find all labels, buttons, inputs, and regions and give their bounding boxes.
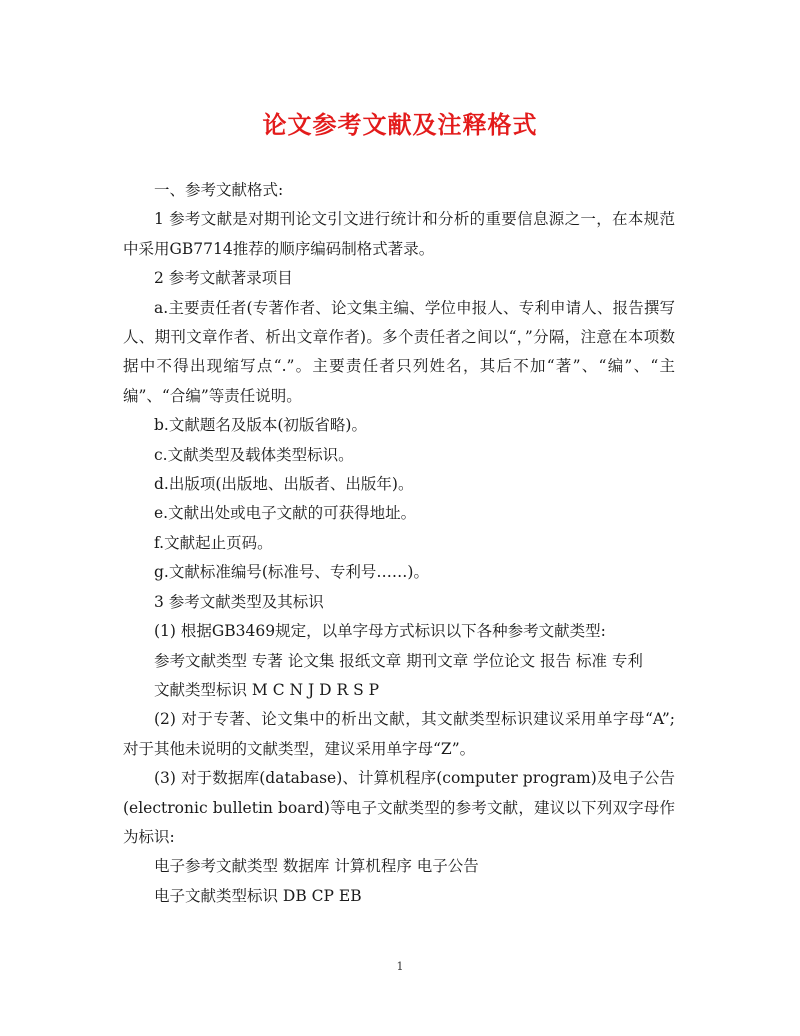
document-title: 论文参考文献及注释格式 — [262, 110, 538, 139]
subsection-heading: 2 参考文献著录项目 — [154, 269, 293, 288]
subsection-heading: 3 参考文献类型及其标识 — [154, 592, 324, 611]
list-item: a.主要责任者(专著作者、论文集主编、学位申报人、专利申请人、报告撰写人、期刊文章作者、析出文章作者)。多个责任者之间以“，”分隔，注意在本项数据中不得出现缩写点“.”。主要责任者只列姓名，其后不加“著”、“编”、“主编”、“合编”等责任说明。 — [123, 298, 675, 405]
list-item: d.出版项(出版地、出版者、出版年)。 — [154, 475, 414, 494]
type-table-row: 文献类型标识 M C N J D R S P — [154, 680, 380, 699]
paragraph: (3) 对于数据库(database)、计算机程序(computer program)及电子公告(electronic bulletin board)等电子文献类型的参考文献，建议以下列双字母作为标识: — [123, 769, 675, 846]
section-heading: 一、参考文献格式: — [154, 181, 284, 199]
page-number: 1 — [396, 960, 404, 973]
paragraph: (2) 对于专著、论文集中的析出文献，其文献类型标识建议采用单字母“A”;对于其他未说明的文献类型，建议采用单字母“Z”。 — [123, 710, 675, 758]
type-table-row: 电子参考文献类型 数据库 计算机程序 电子公告 — [154, 857, 479, 876]
paragraph: 1 参考文献是对期刊论文引文进行统计和分析的重要信息源之一，在本规范中采用GB7714推荐的顺序编码制格式著录。 — [123, 210, 675, 258]
list-item: f.文献起止页码。 — [154, 533, 273, 552]
document-body — [123, 176, 675, 911]
list-item: b.文献题名及版本(初版省略)。 — [154, 416, 367, 435]
type-table-row: 电子文献类型标识 DB CP EB — [154, 886, 362, 905]
list-item: e.文献出处或电子文献的可获得地址。 — [154, 504, 417, 523]
list-item: g.文献标准编号(标准号、专利号……)。 — [154, 563, 429, 582]
list-item: c.文献类型及载体类型标识。 — [154, 445, 354, 464]
paragraph: (1) 根据GB3469规定，以单字母方式标识以下各种参考文献类型: — [154, 622, 606, 641]
type-table-row: 参考文献类型 专著 论文集 报纸文章 期刊文章 学位论文 报告 标准 专利 — [154, 651, 643, 670]
